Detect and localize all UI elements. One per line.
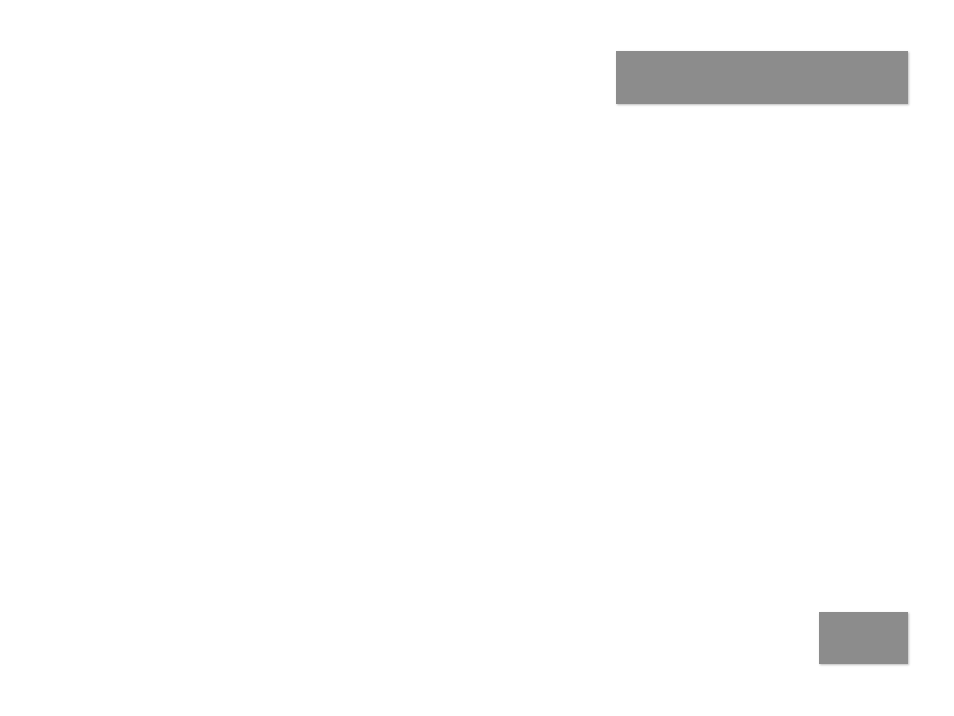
index-entry [107,206,352,223]
page-number-tab [819,612,908,664]
index-column-1 [107,155,352,262]
index-entry [107,155,352,172]
index-letter-heading [107,245,352,262]
section-tab [616,51,908,104]
index-entry [107,172,352,189]
index-subentry [107,189,352,206]
index-entry [107,222,352,239]
